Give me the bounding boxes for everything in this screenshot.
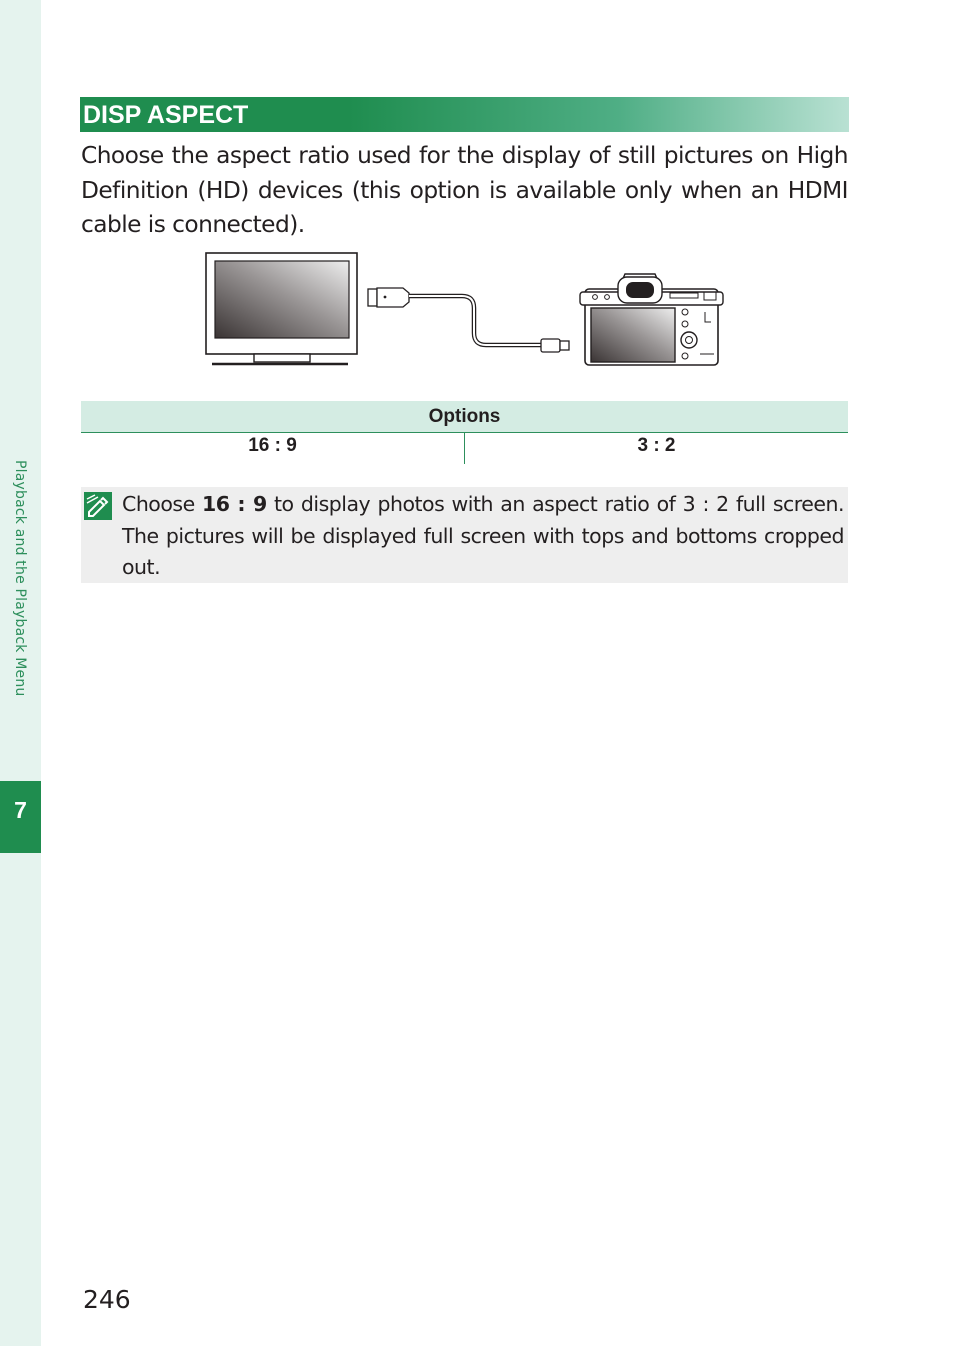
options-table-header [81, 401, 848, 433]
options-table-row [81, 433, 848, 464]
option-16-9: 16 : 9 [81, 433, 465, 464]
side-strip [0, 0, 41, 1346]
section-heading-bar [80, 97, 849, 132]
section-label: Playback and the Playback Menu [12, 460, 28, 697]
note-highlight: 16 : 9 [201, 492, 267, 516]
chapter-number: 7 [14, 797, 27, 823]
hdmi-cable-icon [368, 288, 569, 352]
camera-icon [580, 274, 723, 365]
note-pencil-icon [84, 492, 112, 520]
chapter-tab [0, 781, 41, 853]
note-suffix: to display photos with an aspect ratio of 3 : 2 full screen. The pictures will be displayed full screen with tops and bottoms cropped out. [122, 492, 844, 579]
tv-icon [206, 253, 357, 364]
option-3-2: 3 : 2 [637, 435, 676, 456]
page-number: 246 [83, 1285, 131, 1314]
intro-paragraph: Choose the aspect ratio used for the display of still pictures on High Definition (HD) devices (this option is available only when an HDMI cable is connected). [81, 142, 848, 238]
note-box [81, 487, 848, 583]
note-prefix: Choose [122, 492, 202, 516]
hdmi-connection-illustration [200, 250, 730, 370]
note-text [122, 489, 844, 584]
options-header-label: Options [428, 406, 501, 427]
section-heading: DISP ASPECT [83, 101, 249, 129]
